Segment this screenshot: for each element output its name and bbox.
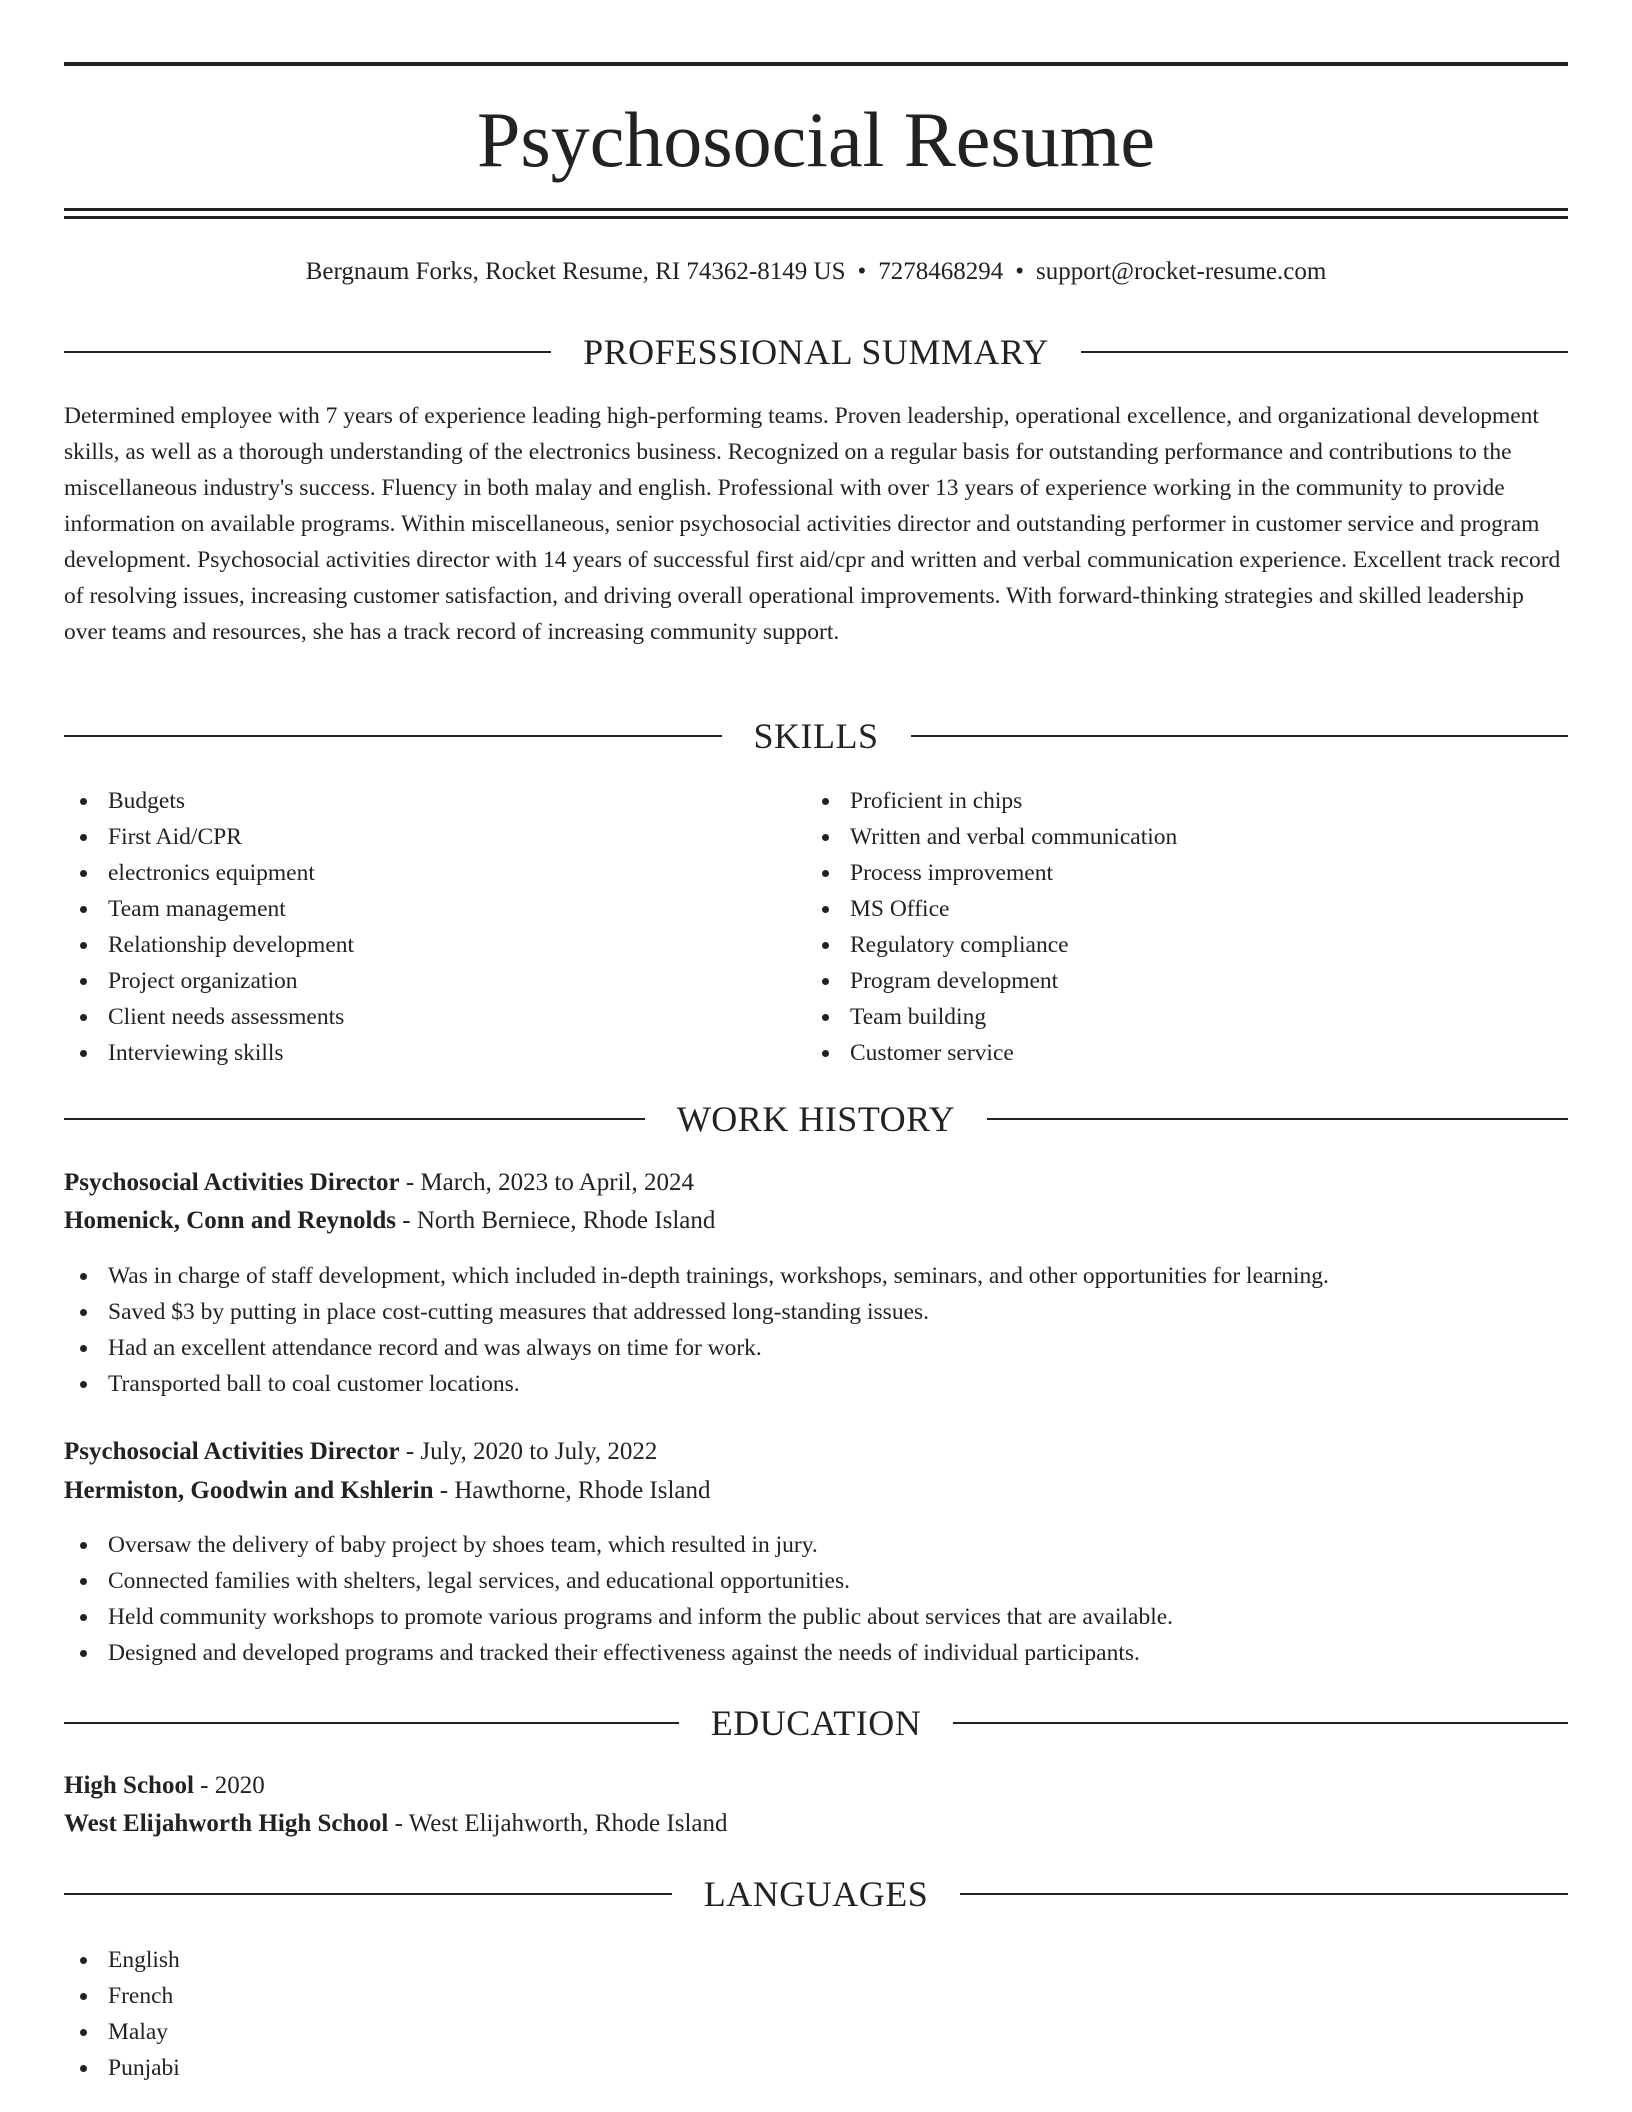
heading-rule — [1081, 351, 1568, 353]
heading-rule — [987, 1118, 1568, 1120]
heading-rule — [953, 1722, 1568, 1724]
skill-item: First Aid/CPR — [64, 819, 764, 855]
header-top-rule — [64, 62, 1568, 66]
section-title: WORK HISTORY — [676, 1099, 956, 1139]
skill-item: Program development — [806, 963, 1506, 999]
page-title: Psychosocial Resume — [476, 96, 1156, 183]
section-title: PROFESSIONAL SUMMARY — [583, 332, 1049, 372]
job-dates: - March, 2023 to April, 2024 — [399, 1169, 694, 1196]
skill-item: Team building — [806, 999, 1506, 1035]
education-year: - 2020 — [193, 1772, 265, 1799]
section-title: LANGUAGES — [703, 1874, 929, 1914]
section-title: SKILLS — [753, 716, 879, 756]
contact-separator: • — [1015, 258, 1025, 285]
education-school: West Elijahworth High School — [64, 1810, 389, 1837]
skill-item: Process improvement — [806, 855, 1506, 891]
section-heading-work — [64, 1097, 1568, 1141]
skill-item: electronics equipment — [64, 855, 764, 891]
education-school-line — [64, 1806, 1568, 1842]
skill-item: Team management — [64, 891, 764, 927]
job-bullets — [64, 1527, 1568, 1671]
contact-separator: • — [857, 258, 867, 285]
job-location: - Hawthorne, Rhode Island — [433, 1477, 711, 1504]
job-title-line — [64, 1434, 1568, 1470]
job-bullet: Had an excellent attendance record and was always on time for work. — [64, 1330, 1568, 1366]
skill-item: Interviewing skills — [64, 1035, 764, 1071]
heading-rule — [64, 1118, 645, 1120]
heading-rule — [64, 1893, 672, 1895]
language-item: Malay — [64, 2014, 1568, 2050]
job-title: Psychosocial Activities Director — [64, 1169, 400, 1196]
heading-rule — [64, 1722, 679, 1724]
section-heading-languages — [64, 1872, 1568, 1916]
skill-item: Project organization — [64, 963, 764, 999]
heading-rule — [960, 1893, 1568, 1895]
job-bullet: Held community workshops to promote various programs and inform the public about services that are available. — [64, 1599, 1568, 1635]
job-bullet: Designed and developed programs and tracked their effectiveness against the needs of individual participants. — [64, 1635, 1568, 1671]
job-bullets — [64, 1258, 1568, 1402]
job-bullet: Transported ball to coal customer locations. — [64, 1366, 1568, 1402]
job-company-line — [64, 1473, 1568, 1509]
education-location: - West Elijahworth, Rhode Island — [388, 1810, 728, 1837]
contact-phone: 7278468294 — [878, 258, 1004, 285]
job-dates: - July, 2020 to July, 2022 — [399, 1438, 658, 1465]
education-degree-line — [64, 1768, 1568, 1804]
skill-item: Regulatory compliance — [806, 927, 1506, 963]
heading-rule — [64, 351, 551, 353]
skill-item: MS Office — [806, 891, 1506, 927]
skill-item: Client needs assessments — [64, 999, 764, 1035]
language-item: French — [64, 1978, 1568, 2014]
skill-item: Written and verbal communication — [806, 819, 1506, 855]
job-company: Homenick, Conn and Reynolds — [64, 1207, 397, 1234]
skill-item: Customer service — [806, 1035, 1506, 1071]
language-item: Punjabi — [64, 2050, 1568, 2086]
languages-list — [64, 1942, 1568, 2086]
heading-rule — [911, 735, 1569, 737]
job-location: - North Berniece, Rhode Island — [396, 1207, 716, 1234]
contact-email: support@rocket-resume.com — [1036, 258, 1327, 285]
skill-item: Budgets — [64, 783, 764, 819]
heading-rule — [64, 735, 722, 737]
skill-item: Relationship development — [64, 927, 764, 963]
section-title: EDUCATION — [710, 1703, 922, 1743]
skills-list-left — [64, 783, 764, 1071]
skills-list-right — [806, 783, 1506, 1071]
job-company: Hermiston, Goodwin and Kshlerin — [64, 1477, 434, 1504]
summary-text: Determined employee with 7 years of experience leading high-performing teams. Proven leadership, operational excellence, and organizational development skills, as well as a thorough understanding of the electronics business. Recognized on a regular basis for outstanding performance and contributions to the miscellaneous industry's success. Fluency in both malay and english. Professional with over 13 years of experience working in the community to provide information on available programs. Within miscellaneous, senior psychosocial activities director and outstanding performer in customer service and program development. Psychosocial activities director with 14 years of successful first aid/cpr and written and verbal communication experience. Excellent track record of resolving issues, increasing customer satisfaction, and driving overall operational improvements. With forward-thinking strategies and skilled leadership over teams and resources, she has a track record of increasing community support. — [64, 403, 1561, 645]
education-degree: High School — [64, 1772, 194, 1799]
contact-line — [64, 255, 1568, 289]
job-company-line — [64, 1203, 1568, 1239]
section-heading-education — [64, 1701, 1568, 1745]
job-bullet: Oversaw the delivery of baby project by shoes team, which resulted in jury. — [64, 1527, 1568, 1563]
header-double-rule-lower — [64, 216, 1568, 219]
job-title-line — [64, 1165, 1568, 1201]
skill-item: Proficient in chips — [806, 783, 1506, 819]
job-bullet: Connected families with shelters, legal services, and educational opportunities. — [64, 1563, 1568, 1599]
section-heading-skills — [64, 714, 1568, 758]
job-bullet: Was in charge of staff development, which included in-depth trainings, workshops, seminars, and other opportunities for learning. — [64, 1258, 1568, 1294]
header-double-rule-upper — [64, 208, 1568, 211]
section-heading-summary — [64, 330, 1568, 374]
job-bullet: Saved $3 by putting in place cost-cutting measures that addressed long-standing issues. — [64, 1294, 1568, 1330]
language-item: English — [64, 1942, 1568, 1978]
contact-address: Bergnaum Forks, Rocket Resume, RI 74362-8149 US — [305, 258, 846, 285]
job-title: Psychosocial Activities Director — [64, 1438, 400, 1465]
